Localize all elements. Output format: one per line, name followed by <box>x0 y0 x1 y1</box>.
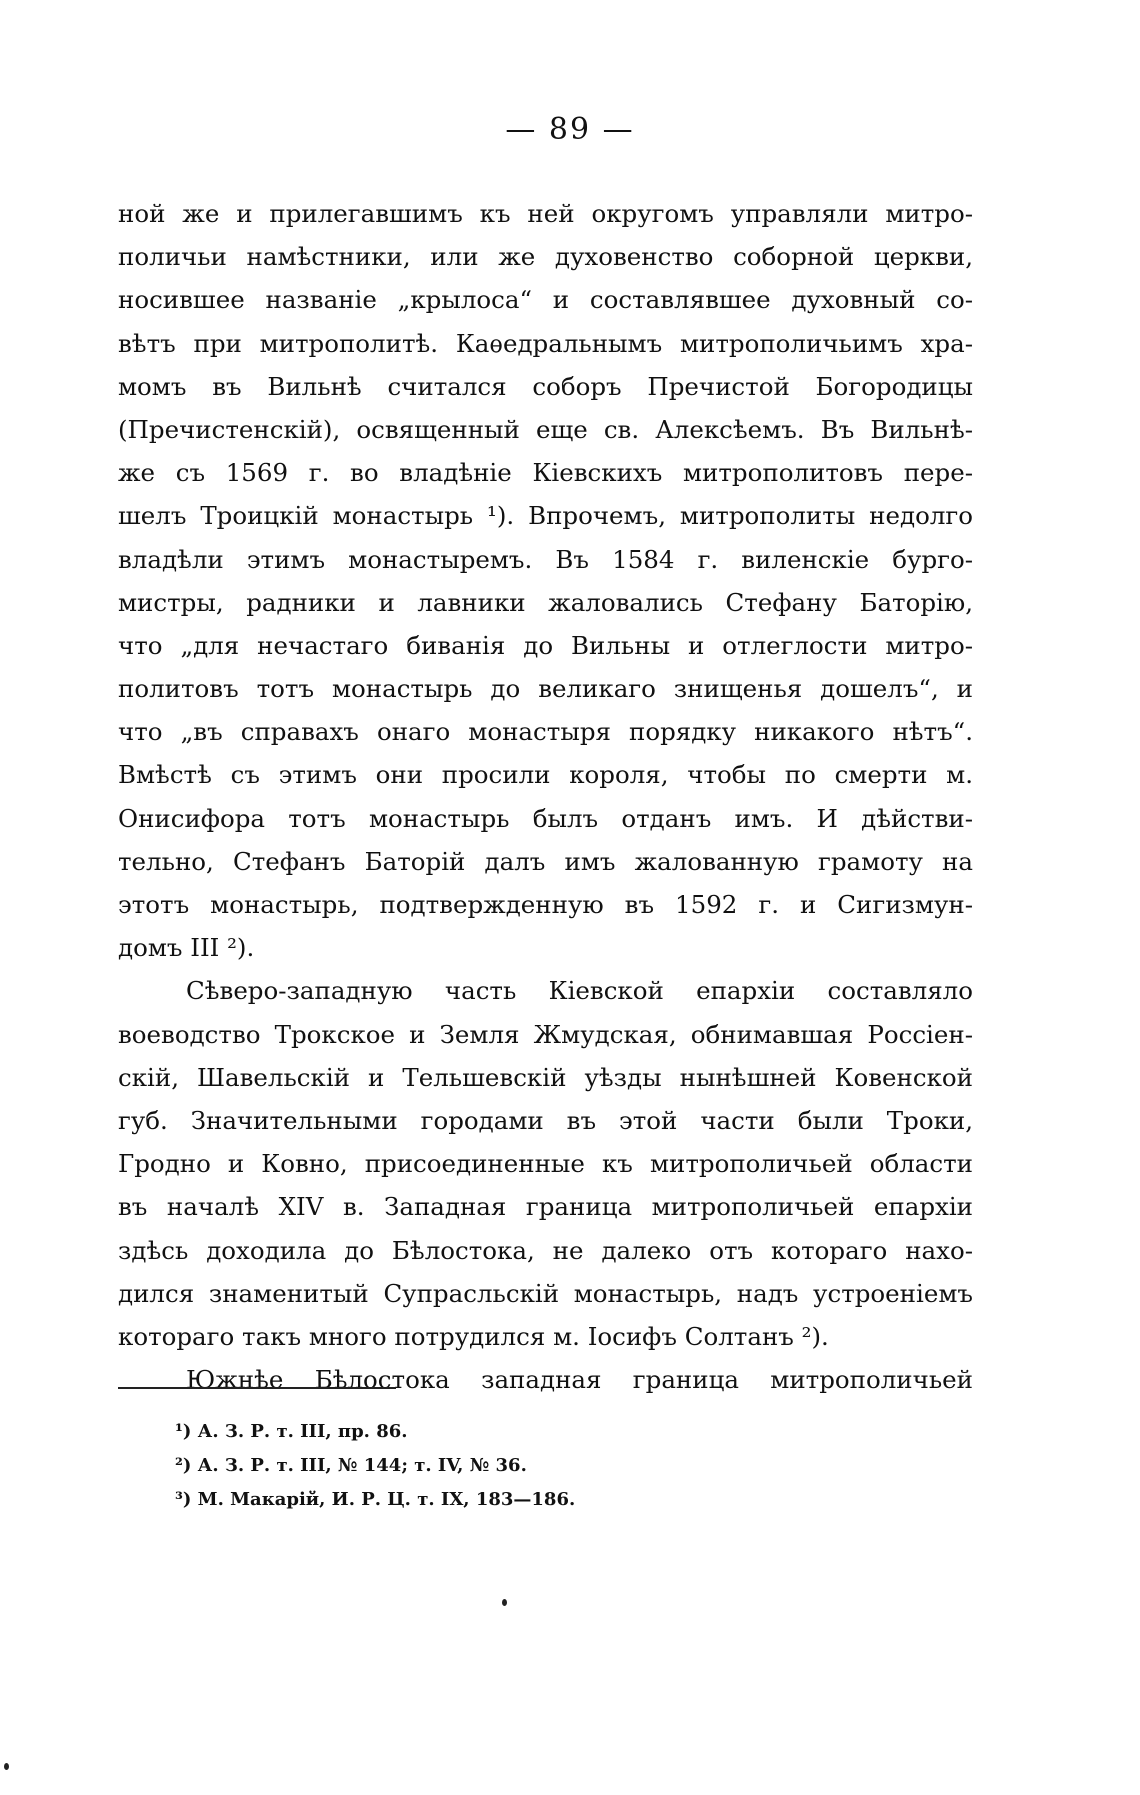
footnote: ³) М. Макарій, И. Р. Ц. т. IX, 183—186. <box>175 1489 576 1510</box>
text-line: скій, Шавельскій и Тельшевскій уѣзды нынѣшней Ковенской <box>118 1062 973 1092</box>
text-line: что „для нечастаго биванія до Вильны и отлеглости митро- <box>118 630 973 660</box>
ink-speck <box>502 1599 507 1606</box>
text-line: Южнѣе Бѣлостока западная граница митрополичьей <box>186 1365 973 1395</box>
text-line: Вмѣстѣ съ этимъ они просили короля, чтобы по смерти м. <box>118 760 973 790</box>
text-line: губ. Значительными городами въ этой части были Троки, <box>118 1105 973 1135</box>
footnote-divider <box>118 1387 396 1389</box>
text-line: этотъ монастырь, подтвержденную въ 1592 г. и Сигизмун- <box>118 890 973 919</box>
footnote: ²) А. З. Р. т. III, № 144; т. IV, № 36. <box>175 1455 527 1476</box>
footnote: ¹) А. З. Р. т. III, пр. 86. <box>175 1421 408 1442</box>
text-line: ной же и прилегавшимъ къ ней округомъ управляли митро- <box>118 199 973 228</box>
text-line: тельно, Стефанъ Баторій далъ имъ жалованную грамоту на <box>118 846 973 876</box>
text-line: (Пречистенскій), освященный еще св. Алексѣемъ. Въ Вильнѣ- <box>118 414 973 444</box>
text-line: поличьи намѣстники, или же духовенство соборной церкви, <box>118 242 973 272</box>
ink-speck <box>4 1763 9 1770</box>
text-line: домъ III ²). <box>118 933 255 963</box>
text-line: Онисифора тотъ монастырь былъ отданъ имъ. И дѣйстви- <box>118 803 973 833</box>
text-line: въ началѣ XIV в. Западная граница митрополичьей епархіи <box>118 1192 973 1222</box>
text-line: шелъ Троицкій монастырь ¹). Впрочемъ, митрополиты недолго <box>118 501 973 531</box>
text-line: Сѣверо-западную часть Кіевской епархіи составляло <box>186 976 973 1006</box>
text-line: носившее названіе „крылоса“ и составлявшее духовный со- <box>118 285 973 315</box>
text-line: Гродно и Ковно, присоединенные къ митрополичьей области <box>118 1149 973 1179</box>
text-line: здѣсь доходила до Бѣлостока, не далеко отъ котораго нахо- <box>118 1235 973 1265</box>
page-number: — 89 — <box>505 112 635 147</box>
text-line: владѣли этимъ монастыремъ. Въ 1584 г. виленскіе бурго- <box>118 544 973 574</box>
text-line: политовъ тотъ монастырь до великаго знищенья дошелъ“, и <box>118 674 973 704</box>
text-line: же съ 1569 г. во владѣніе Кіевскихъ митрополитовъ пере- <box>118 458 973 488</box>
text-line: котораго такъ много потрудился м. Іосифъ Солтанъ ²). <box>118 1321 829 1351</box>
text-line: мистры, радники и лавники жаловались Стефану Баторію, <box>118 587 973 617</box>
body-text <box>118 192 973 1401</box>
text-line: воеводство Трокское и Земля Жмудская, обнимавшая Россіен- <box>118 1019 973 1049</box>
text-line: дился знаменитый Супрасльскій монастырь, надъ устроеніемъ <box>118 1278 973 1308</box>
footnotes <box>175 1415 575 1517</box>
text-line: момъ въ Вильнѣ считался соборъ Пречистой Богородицы <box>118 371 973 401</box>
text-line: вѣтъ при митрополитѣ. Каѳедральнымъ митрополичьимъ хра- <box>118 328 973 358</box>
text-line: что „въ справахъ онаго монастыря порядку никакого нѣтъ“. <box>118 717 973 747</box>
